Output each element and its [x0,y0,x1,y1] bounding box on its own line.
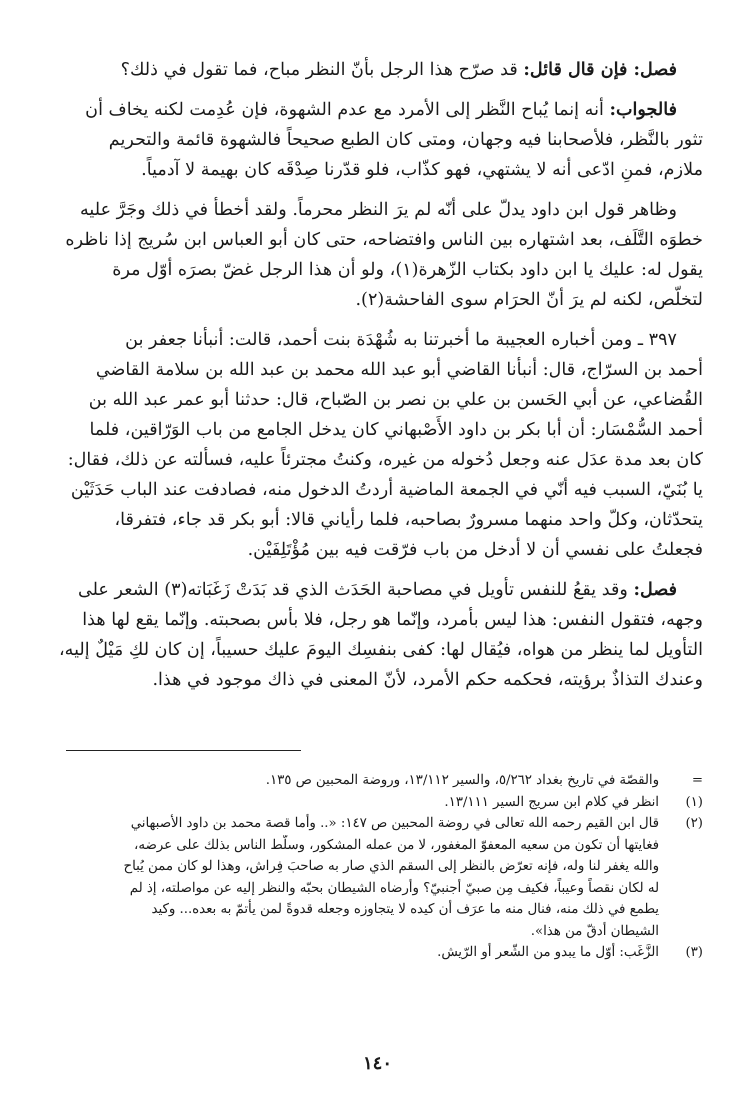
section-label: فالجواب: [609,99,677,120]
text-line: يا بُنَيّ، السبب فيه أنّي في الجمعة الماضية أردتُ الدخول منه، فصادفت عند الباب حَدَثَيْن [70,480,703,500]
footnote-text [51,813,659,942]
paragraph-faṣl-question [51,55,703,85]
text-line: لتخلّص، لكنه لم يرَ أنّ الحرَام سوى الفاحشة(٢). [355,290,703,310]
footnote-number: = [691,773,703,788]
paragraph-report-397 [51,325,703,565]
page-number: ١٤٠ [362,1053,392,1074]
footnotes [51,770,703,964]
text-line: أحمد بن السرّاج، قال: أنبأنا القاضي أبو عبد الله محمد بن عبد الله بن سلامة القاضي [95,360,703,380]
text-line: يتحدّثان، وكلّ واحد منهما مسرورٌ بصاحبه، فلما رأياني قالا: أبو بكر قد جاء، فتفرقا، [114,510,703,530]
paragraph-faṣl-interpretation [51,575,703,695]
text-line: والله يغفر لنا وله، فإنه تعرّض بالنظر إلى السقم الذي صار به صاحبَ فِراش، وهذا لو كان ممن يُباح [123,859,659,874]
footnote-number: (٢) [685,816,703,831]
footnote-text: والقصّة في تاريخ بغداد ٥/٢٦٢، والسير ١٣/١١٢، وروضة المحبين ص ١٣٥. [265,773,659,788]
footnote-text: الزَّغَب: أوّل ما يبدو من الشّعر أو الرّيش. [437,945,659,960]
text-line: فصل: وقد يقعُ للنفس تأويل في مصاحبة الحَدَث الذي قد بَدَتْ زَغَبَاته(٣) الشعر على [77,579,677,600]
text-line: الشيطان أدقّ من هذا». [530,923,659,939]
text-line: كان بعد مدة عدَل عنه وجعل دُخوله من غيره، وكنتُ مجترئاً عليه، فسألته عن ذلك، فقال: [67,450,703,470]
text-line: التأويل لما ينظر من هواه، فيُقال لها: كفى بنفسِك اليومَ عليك حسيباً، إن كان لكِ مَيْلٌ إليه، [58,640,703,660]
text-line: يطمع في ذلك منه، فنال منه ما عرَف أن كيده لا يتجاوزه وجعله قدوةً لمن يأتمّ به بعده... وكيد [151,902,659,917]
footnote-number: (١) [685,794,703,810]
text-line: ملازم، فمنِ ادّعى أنه لا يشتهي، فهو كذّاب، فلو قدّرنا صِدْقَه كان بهيمة لا آدمياً. [141,160,703,180]
text-line: خطوَه التَّلَف، بعد اشتهاره بين الناس وافتضاحه، حتى كان أبو العباس ابن سُريج إذا ناظره [65,230,703,250]
text-line: له لكان نقصاً وعيباً، فكيف مِن صبيّ أجنبيّ؟ وأرضاه الشيطان بحبّه والنظر إليه عن مواصلته، إذ لم [129,880,659,896]
section-label: فصل: فإن قال قائل: [523,59,677,80]
text-line: فصل: فإن قال قائل: قد صرّح هذا الرجل بأنّ النظر مباح، فما تقول في ذلك؟ [120,59,677,80]
footnote-number: (٣) [685,945,703,960]
text-line: تثور بالنَّظر، فلأصحابنا فيه وجهان، ومتى كان الطبع صحيحاً فالشهوة قائمة والتحريم [108,130,703,150]
footnote-text: انظر في كلام ابن سريج السير ١٣/١١١. [444,794,659,810]
text-line: قال ابن القيم رحمه الله تعالى في روضة المحبين ص ١٤٧: «.. وأما قصة محمد بن داود الأصبهاني [130,816,659,831]
text-line: ٣٩٧ ـ ومن أخباره العجيبة ما أخبرتنا به شُهْدَة بنت أحمد، قالت: أنبأنا جعفر بن [125,330,677,350]
footnote-1 [51,792,703,814]
footnote-continuation [51,770,703,792]
text-line: وعندك التذاذٌ برؤيته، فحكمه حكم الأمرد، لأنّ المعنى في ذاك موجود في هذا. [152,670,703,690]
paragraph-ibn-dawud [51,195,703,315]
footnote-2 [51,813,703,942]
text-line: وظاهر قول ابن داود يدلّ على أنّه لم يرَ النظر محرماً. ولقد أخطأ في ذلك وجَرَّ عليه [80,200,677,220]
text-line: فالجواب: أنه إنما يُباح النَّظر إلى الأمرد مع عدم الشهوة، فإن عُدِمت لكنه يخاف أن [85,99,677,120]
footnote-divider [66,750,301,751]
text-line: فغايتها أن تكون من سعيه المعفوّ المغفور، لا من عمله المشكور، وسلّط الناس بذلك على عرضه، [134,837,659,853]
text-line: يقول له: عليك يا ابن داود بكتاب الزّهرة(١)، ولو أن هذا الرجل غضّ بصرَه أوّل مرة [112,260,703,280]
text-line: وجهه، فتقول النفس: هذا ليس بأمرد، وإنّما هو رجل، فلا بأس بصحبته. وإنّما يقع لها هذا [82,610,703,630]
text-line: أحمد السُّمْسَار: أن أبا بكر بن داود الأَصْبهاني كان يدخل الجامع من باب الوَرّاقين، فلما [89,420,703,440]
section-label: فصل: [633,579,677,600]
text-line: القُضاعي، عن أبي الحَسن بن علي بن نصر بن الصّباح، قال: حدثنا أبو عمر عبد الله بن [88,390,703,410]
text-line: فجعلتُ على نفسي أن لا أدخل من باب فرّقت فيه بين مُؤْتَلِفَيْن. [247,540,703,560]
paragraph-answer [51,95,703,185]
footnote-3 [51,942,703,964]
main-text [51,55,703,705]
